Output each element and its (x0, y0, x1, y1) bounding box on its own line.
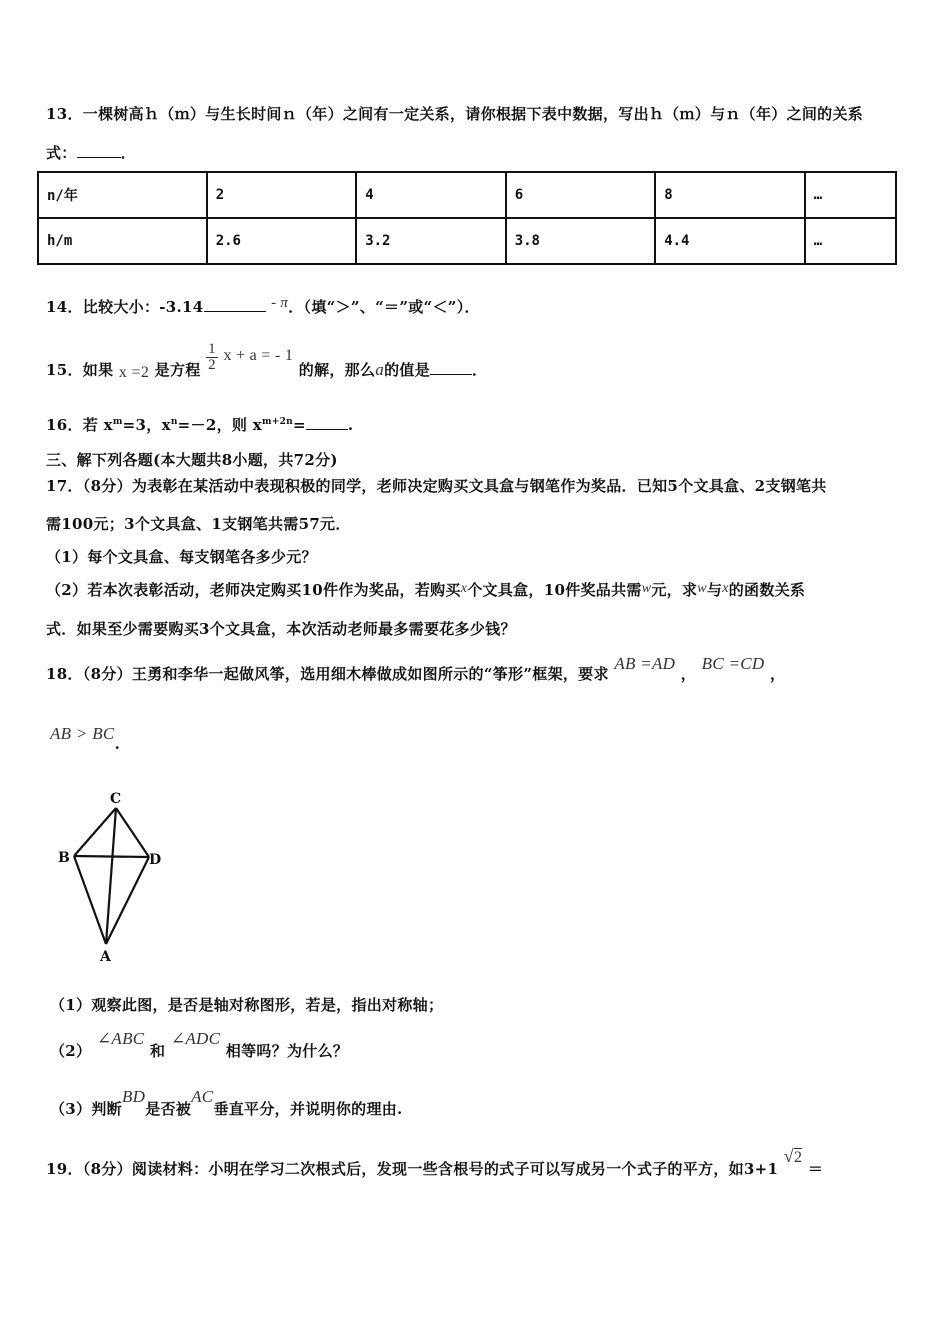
answer-blank (306, 417, 348, 430)
q18-part1: （1）观察此图，是否是轴对称图形，若是，指出对称轴； (50, 996, 444, 1014)
kite-figure (55, 786, 175, 966)
q15-equation: x + a = - 1 (223, 346, 294, 364)
edge-cd (116, 808, 149, 857)
angle-adc: ∠ADC (170, 1029, 221, 1048)
edge-bc (74, 808, 116, 856)
angle-abc: ∠ABC (96, 1029, 145, 1048)
q15-condition: x =2 (118, 363, 150, 381)
table-row (38, 172, 896, 218)
q14: 14．比较大小：-3.14 - π．（填“＞”、“＝”或“＜”）． (46, 295, 480, 316)
q18-part3: （3）判断BD是否被AC垂直平分，并说明你的理由. (50, 1087, 403, 1118)
table-cell: 3.8 (506, 218, 656, 264)
answer-blank (77, 145, 121, 158)
q15: 15．如果 x =2 是方程 $\frac{1}{2}$ x + a = - 1 的解，那么a的值是 ． (46, 341, 488, 381)
q18-condition-1: AB =AD (614, 654, 676, 673)
table-cell: h/m (38, 218, 207, 264)
q18-part2: （2） ∠ABC 和 ∠ADC 相等吗？为什么？ (50, 1029, 349, 1060)
table-cell: 4.4 (655, 218, 805, 264)
table-cell: n/年 (38, 172, 207, 218)
table-row (38, 218, 896, 264)
section-heading: 三、解下列各题(本大题共8小题，共72分) (46, 451, 338, 469)
q18-condition-3: AB > BC. (50, 724, 121, 753)
table-cell: 3.2 (356, 218, 506, 264)
edge-ba (74, 856, 106, 944)
q17-line1: 17．（8分）为表彰在某活动中表现积极的同学，老师决定购买文具盒与钢笔作为奖品．已知5个文具盒、2支钢笔共 (46, 477, 827, 495)
table-cell: 4 (356, 172, 506, 218)
q19: 19．（8分）阅读材料：小明在学习二次根式后，发现一些含根号的式子可以写成另一个式子的平方，如3+1 √2 ＝ (46, 1146, 824, 1178)
label-d: D (149, 852, 162, 868)
segment-bd: BD (121, 1087, 146, 1106)
table-cell: 2 (207, 172, 357, 218)
table-cell: … (805, 218, 896, 264)
answer-blank (430, 362, 472, 375)
q18-condition-2: BC =CD (701, 654, 765, 673)
q17-part1: （1）每个文具盒、每支钢笔各多少元？ (46, 548, 317, 566)
q13-line1: 13．一棵树高ｈ（ｍ）与生长时间ｎ（年）之间有一定关系，请你根据下表中数据，写出ｈ（ｍ）与ｎ（年）之间的关系 (46, 105, 864, 123)
q18-intro: 18．（8分）王勇和李华一起做风筝，选用细木棒做成如图所示的“筝形”框架，要求 AB =AD ， BC =CD ， (46, 654, 786, 683)
q13-line2: 式： ． (46, 144, 136, 162)
label-b: B (58, 850, 70, 866)
data-table (37, 171, 897, 265)
q17-line2: 需100元；3个文具盒、1支钢笔共需57元． (46, 515, 351, 533)
q17-part2: （2）若本次表彰活动，老师决定购买10件作为奖品，若购买x个文具盒，10件奖品共需w元，求w与x的函数关系 (46, 581, 806, 599)
label-c: C (110, 791, 122, 807)
diagonal-ac (106, 808, 116, 944)
sqrt-expression: √2 (783, 1146, 803, 1166)
table-cell: 2.6 (207, 218, 357, 264)
table-cell: … (805, 172, 896, 218)
answer-blank (204, 299, 266, 312)
fraction: $\frac{1}{2}$ (208, 341, 216, 373)
table-cell: 8 (655, 172, 805, 218)
table-cell: 6 (506, 172, 656, 218)
label-a: A (100, 949, 111, 965)
q16: 16．若 $x^m=3$，$x^n=-2$，则 $x^{m+2n}=$ . (46, 416, 354, 434)
q17-part2-line2: 式．如果至少需要购买3个文具盒，本次活动老师最多需要花多少钱？ (46, 620, 516, 638)
q14-math: - π (271, 295, 289, 311)
segment-ac: AC (191, 1087, 214, 1106)
